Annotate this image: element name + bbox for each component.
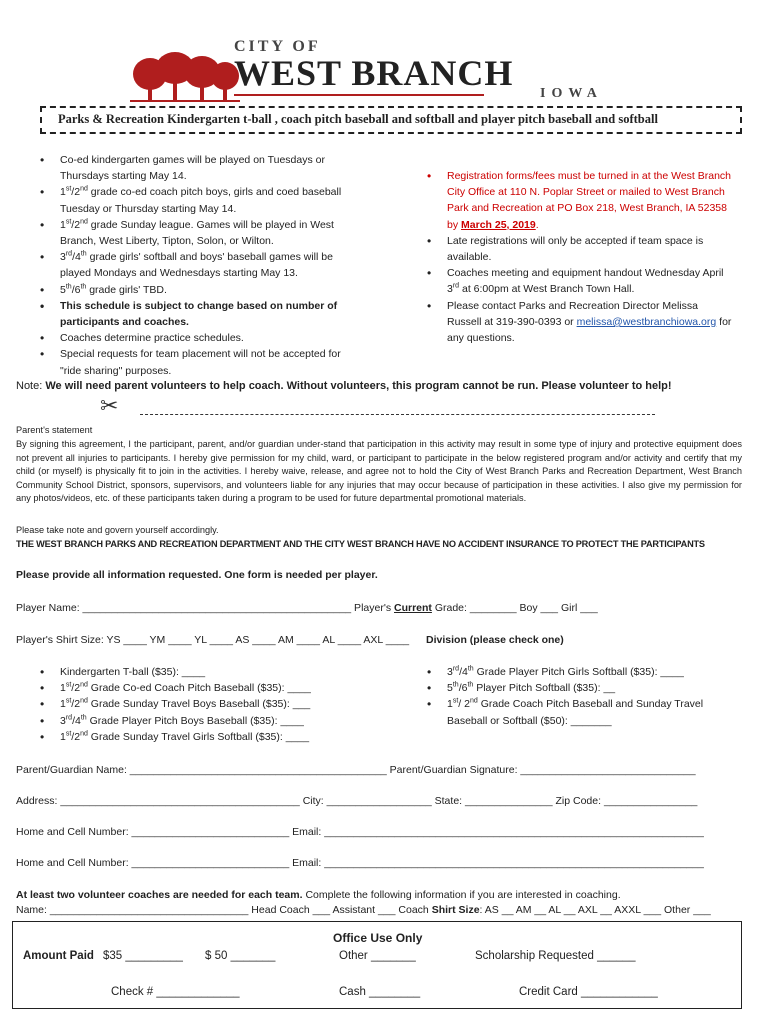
division-option[interactable]: • 5th/6th Player Pitch Softball ($35): __ <box>423 680 733 696</box>
amount-paid-label: Amount Paid <box>23 950 94 962</box>
division-option[interactable]: • 1st/2nd Grade Sunday Travel Girls Softball ($35): ____ <box>36 729 396 745</box>
schedule-list <box>36 152 358 379</box>
list-item: • 1st/2nd grade Sunday league. Games will be played in West Branch, West Liberty, Tipton, Solon, or Wilton. <box>36 217 358 249</box>
office-use-box <box>12 921 742 1009</box>
list-item: • Special requests for team placement will not be accepted for "ride sharing" purposes. <box>36 346 358 378</box>
insurance-notice: THE WEST BRANCH PARKS AND RECREATION DEPARTMENT AND THE CITY WEST BRANCH HAVE NO ACCIDENT INSURANCE TO PROTECT THE PARTICIPANTS <box>16 539 705 549</box>
registration-list <box>423 168 733 346</box>
list-item: • Coaches meeting and equipment handout Wednesday April 3rd at 6:00pm at West Branch Town Hall. <box>423 265 733 297</box>
city-logo <box>130 38 630 104</box>
email-link[interactable]: melissa@westbranchiowa.org <box>576 315 717 328</box>
division-list-right <box>423 664 733 729</box>
office-title: Office Use Only <box>333 931 423 945</box>
logo-state: IOWA <box>540 86 603 101</box>
list-item: • This schedule is subject to change based on number of participants and coaches. <box>36 298 358 330</box>
list-item: • Late registrations will only be accepted if team space is available. <box>423 233 733 265</box>
list-item: • 5th/6th grade girls' TBD. <box>36 282 358 298</box>
division-heading: Division (please check one) <box>426 634 564 646</box>
list-item: • Co-ed kindergarten games will be played on Tuesdays or Thursdays starting May 14. <box>36 152 358 184</box>
list-item: • Registration forms/fees must be turned in at the West Branch City Office at 110 N. Poplar Street or mailed to West Branch Park and Recreation at PO Box 218, West Branch, IA 52358 by March 25, 2019. <box>423 168 733 233</box>
logo-city-of: CITY OF <box>234 38 321 55</box>
phone-email-field-2[interactable]: Home and Cell Number: ___________________________ Email: _________________________________________________________________ <box>16 857 704 869</box>
shirt-size-field[interactable]: Player's Shirt Size: YS ____ YM ____ YL ____ AS ____ AM ____ AL ____ AXL ____ Division (please check one) <box>16 634 564 646</box>
title-box <box>40 106 742 134</box>
list-item: • Please contact Parks and Recreation Director Melissa Russell at 319-390-0393 or melissa@westbranchiowa.org for any questions. <box>423 298 733 347</box>
fee-35-field[interactable]: $35 _________ <box>103 950 183 962</box>
division-option[interactable]: • 1st/2nd Grade Sunday Travel Boys Baseball ($35): ___ <box>36 696 396 712</box>
page-title: Parks & Recreation Kindergarten t-ball , coach pitch baseball and softball and player pitch baseball and softball <box>58 112 658 126</box>
logo-name: WEST BRANCH <box>234 53 514 93</box>
deadline-date: March 25, 2019 <box>461 218 536 231</box>
check-field[interactable]: Check # _____________ <box>111 986 240 998</box>
list-item: • 3rd/4th grade girls' softball and boys' baseball games will be played Mondays and Wednesdays starting May 13. <box>36 249 358 281</box>
division-option[interactable]: • 1st/ 2nd Grade Coach Pitch Baseball and Sunday Travel Baseball or Softball ($50): _______ <box>423 696 733 728</box>
division-list-left <box>36 664 396 745</box>
statement-body: By signing this agreement, I the participant, parent, and/or guardian under-stand that participation in this activity may result in some type of injury and protective equipment does not prevent all injuries to participants. I hereby give permission for my child, ward, or participant to participate in the below registered program and/or activity and certify that my child (or myself) is physically fit to join in the activities. I hereby waive, release, and agree not to hold the City of West Branch Parks and Recreation Department, West Branch Community School District, sponsors, supervisors, and volunteers liable for any injuries that may occur because of participation in these activities. I also give my permission for any photos/videos, etc. of these participants taken during a program to be used for future departmental promotional materials. <box>16 439 742 503</box>
coach-field[interactable]: Name: __________________________________ Head Coach ___ Assistant ___ Coach Shirt Size: AS __ AM __ AL __ AXL __ AXXL ___ Other ___ <box>16 904 711 916</box>
division-option[interactable]: • 1st/2nd Grade Co-ed Coach Pitch Baseball ($35): ____ <box>36 680 396 696</box>
guardian-field[interactable]: Parent/Guardian Name: ____________________________________________ Parent/Guardian Signature: ______________________________ <box>16 764 696 776</box>
division-option[interactable]: • 3rd/4th Grade Player Pitch Boys Baseball ($35): ____ <box>36 713 396 729</box>
address-field[interactable]: Address: _________________________________________ City: __________________ State: _______________ Zip Code: ________________ <box>16 795 698 807</box>
fee-50-field[interactable]: $ 50 _______ <box>205 950 276 962</box>
list-item: • Coaches determine practice schedules. <box>36 330 358 346</box>
credit-card-field[interactable]: Credit Card ____________ <box>519 986 658 998</box>
scholarship-field[interactable]: Scholarship Requested ______ <box>475 950 636 962</box>
logo-underline <box>234 94 484 96</box>
division-option[interactable]: • Kindergarten T-ball ($35): ____ <box>36 664 396 680</box>
trees-icon <box>130 52 240 104</box>
division-option[interactable]: • 3rd/4th Grade Player Pitch Girls Softball ($35): ____ <box>423 664 733 680</box>
volunteer-note: Note: We will need parent volunteers to help coach. Without volunteers, this program cannot be run. Please volunteer to help! <box>16 380 672 392</box>
cash-field[interactable]: Cash ________ <box>339 986 421 998</box>
phone-email-field-1[interactable]: Home and Cell Number: ___________________________ Email: _________________________________________________________________ <box>16 826 704 838</box>
other-field[interactable]: Other _______ <box>339 950 416 962</box>
provide-info: Please provide all information requested. One form is needed per player. <box>16 569 378 581</box>
scissors-icon: ✂ <box>100 393 119 418</box>
cut-line <box>140 414 655 415</box>
list-item: • 1st/2nd grade co-ed coach pitch boys, girls and coed baseball Tuesday or Thursday starting May 14. <box>36 184 358 216</box>
statement-note: Please take note and govern yourself accordingly. <box>16 525 219 535</box>
player-name-field[interactable]: Player Name: ______________________________________________ Player's Current Grade: ________ Boy ___ Girl ___ <box>16 602 598 614</box>
volunteer-heading: At least two volunteer coaches are needed for each team. Complete the following information if you are interested in coaching. <box>16 889 621 901</box>
statement-heading: Parent's statement <box>16 425 93 435</box>
